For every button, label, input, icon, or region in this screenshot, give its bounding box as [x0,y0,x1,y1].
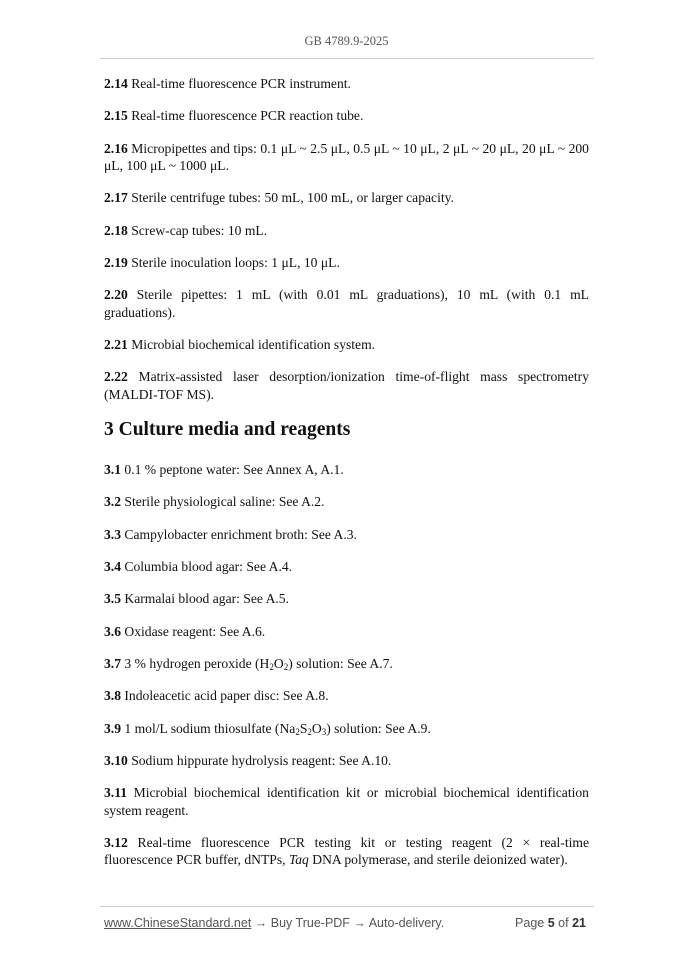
clause-text: Oxidase reagent: See A.6. [124,623,266,639]
clause-text: Columbia blood agar: See A.4. [124,559,293,575]
document-id-header: GB 4789.9-2025 [304,34,389,48]
clause-text: 0.1 % peptone water: See Annex A, A.1. [124,462,344,478]
clause-2-18 [104,222,589,240]
clause-3-4 [104,558,589,576]
clause-number: 3.3 [104,526,121,542]
clause-text: S [299,720,308,736]
clause-text: 3 % hydrogen peroxide (H [124,655,270,671]
clause-text: Screw-cap tubes: 10 mL. [131,222,268,238]
clause-number: 2.14 [104,76,128,91]
clause-text: Sterile inoculation loops: 1 μL, 10 μL. [131,254,340,270]
clause-number: 2.17 [104,190,128,206]
clause-3-8 [104,687,589,705]
clause-number: 3.12 [104,834,128,850]
subscript: 2 [295,726,300,737]
clause-text: Karmalai blood agar: See A.5. [124,591,289,607]
clause-text: Campylobacter enrichment broth: See A.3. [124,526,357,542]
clause-number: 2.19 [104,254,128,270]
clause-text: DNA polymerase, and sterile deionized water). [308,852,568,868]
clause-number: 3.9 [104,720,121,736]
clause-2-16 [104,140,589,175]
clause-text: ) solution: See A.7. [288,655,393,671]
subscript: 2 [269,661,274,672]
clause-2-14 [104,75,589,93]
clause-2-21 [104,336,589,354]
clause-3-2 [104,493,589,511]
clause-2-20 [104,286,589,321]
page-total: 21 [572,916,586,930]
clause-3-7 [104,655,589,673]
clause-text: Real-time fluorescence PCR reaction tube. [131,108,364,124]
clause-text: Matrix-assisted laser desorption/ionization time-of-flight mass spectrometry (MALDI-TOF MS). [104,369,589,402]
clause-number: 3.5 [104,591,121,607]
clause-number: 3.7 [104,655,121,671]
clause-text: Sodium hippurate hydrolysis reagent: See A.10. [131,752,392,768]
clause-text: Sterile centrifuge tubes: 50 mL, 100 mL, or larger capacity. [131,190,454,206]
footer [104,916,586,930]
clause-text: Micropipettes and tips: 0.1 μL ~ 2.5 μL, 0.5 μL ~ 10 μL, 2 μL ~ 20 μL, 20 μL ~ 200 μL, 100 μL ~ 1000 μL. [104,140,589,174]
subscript: 2 [307,726,312,737]
page-label: Page [515,916,545,930]
clause-number: 2.18 [104,222,128,238]
clause-number: 2.20 [104,287,128,303]
clause-3-5 [104,590,589,608]
clause-text: Real-time fluorescence PCR instrument. [131,76,351,91]
section-2-items [104,75,589,403]
clause-2-17 [104,189,589,207]
clause-3-1 [104,461,589,479]
clause-3-3 [104,526,589,544]
clause-number: 3.1 [104,462,121,478]
footer-tagline: → Buy True-PDF → Auto-delivery. [251,916,445,930]
clause-number: 3.2 [104,494,121,510]
clause-number: 2.21 [104,337,128,353]
clause-3-12 [104,834,589,869]
clause-text: 1 mol/L sodium thiosulfate (Na [124,720,296,736]
clause-text: Microbial biochemical identification system. [131,337,376,353]
clause-text: Indoleacetic acid paper disc: See A.8. [124,688,329,704]
clause-number: 3.8 [104,688,121,704]
page-current: 5 [547,916,555,930]
page-body [104,75,589,884]
clause-2-15 [104,107,589,125]
subscript: 2 [283,661,289,672]
clause-text: Real-time fluorescence PCR testing kit or testing reagent (2 × real-time fluorescence PCR buffer, dNTPs, [104,834,589,868]
clause-number: 2.22 [104,369,128,385]
clause-text: Sterile pipettes: 1 mL (with 0.01 mL graduations), 10 mL (with 0.1 mL graduations). [104,287,589,320]
clause-number: 2.15 [104,108,128,124]
clause-number: 3.6 [104,623,121,639]
clause-number: 3.4 [104,559,121,575]
clause-text: Sterile physiological saline: See A.2. [124,494,325,510]
clause-3-11 [104,784,589,819]
clause-number: 2.16 [104,140,128,156]
clause-number: 3.10 [104,752,128,768]
clause-2-22 [104,368,589,403]
of-label: of [558,916,569,930]
clause-3-6 [104,623,589,641]
section-3-items [104,461,589,869]
clause-text: O [273,655,284,671]
footer-divider [100,906,594,907]
clause-text: ) solution: See A.9. [326,720,431,736]
clause-3-9 [104,720,589,738]
clause-text: Taq [288,852,309,868]
clause-text: O [311,720,322,736]
clause-number: 3.11 [104,785,128,801]
chinesestandard-link[interactable]: www.ChineseStandard.net [104,916,252,930]
subscript: 3 [321,726,327,737]
section-3-heading: 3 Culture media and reagents [104,419,351,441]
page-indicator [515,916,586,930]
clause-3-10 [104,752,589,770]
header-divider [100,58,594,59]
clause-2-19 [104,254,589,272]
clause-text: Microbial biochemical identification kit or microbial biochemical identification system reagent. [104,785,589,818]
